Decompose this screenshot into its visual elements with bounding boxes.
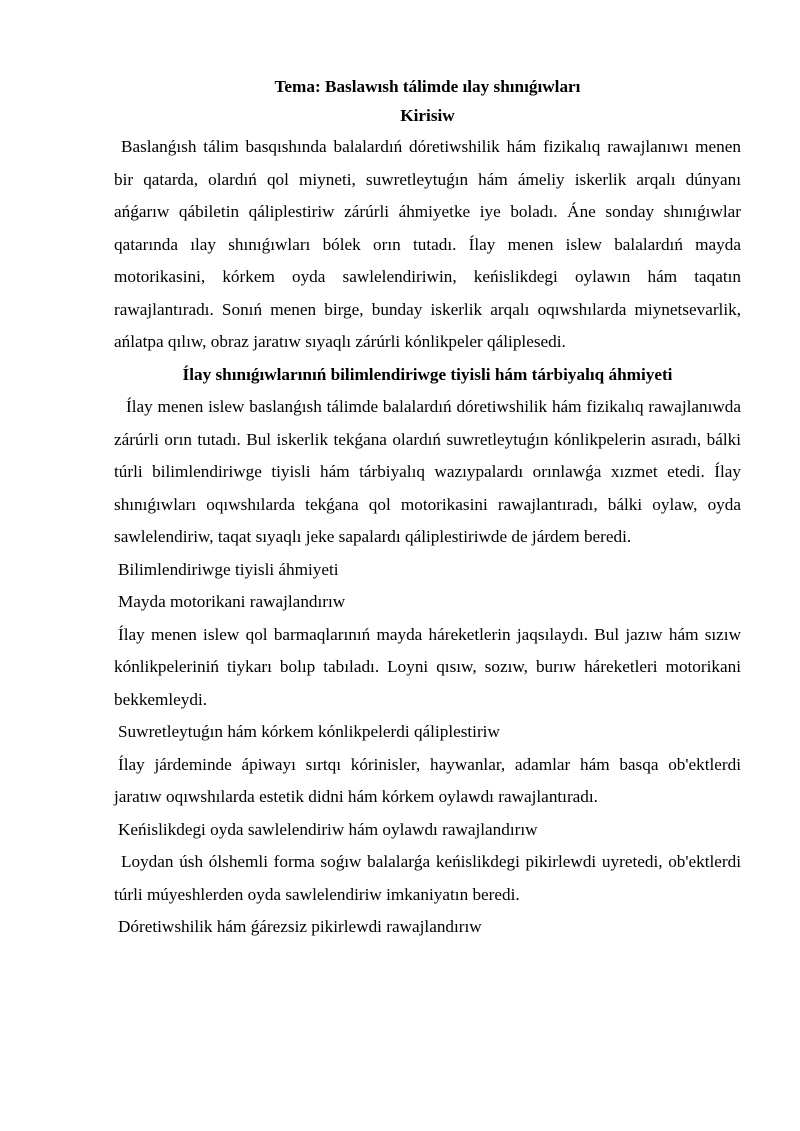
document-body xyxy=(114,72,741,944)
document-title: Tema: Baslawısh tálimde ılay shınıǵıwları xyxy=(274,77,581,96)
sub-heading-creativity: Dóretiwshilik hám ǵárezsiz pikirlewdi rawajlandırıw xyxy=(118,917,482,936)
intro-heading: Kirisiw xyxy=(400,106,455,125)
paragraph-art: Ílay járdeminde ápiwayı sırtqı kórinisler, haywanlar, adamlar hám basqa ob'ektlerdi jaratıw oqıwshılarda estetik didni hám kórkem oylawdı rawajlantıradı. xyxy=(114,754,741,806)
sub-heading-education: Bilimlendiriwge tiyisli áhmiyeti xyxy=(118,559,339,579)
sub-heading-motor: Mayda motorikani rawajlandırıw xyxy=(118,592,346,611)
paragraph-motor: Ílay menen islew qol barmaqlarınıń mayda háreketlerin jaqsılaydı. Bul jazıw hám sızıw kónlikpeleriniń tiykarı bolıp tabıladı. Loyni qısıw, sozıw, burıw háreketleri motorikani bekkemleydi. xyxy=(114,624,741,709)
sub-heading-space: Keńislikdegi oyda sawlelendiriw hám oylawdı rawajlandırıw xyxy=(118,819,538,839)
sub-heading-art: Suwretleytuǵın hám kórkem kónlikpelerdi qáliplestiriw xyxy=(118,722,500,741)
section-title: Ílay shınıǵıwlarınıń bilimlendiriwge tiyisli hám tárbiyalıq áhmiyeti xyxy=(182,364,673,384)
intro-paragraph: Baslanǵısh tálim basqıshında balalardıń dóretiwshilik hám fizikalıq rawajlanıwı menen bir qatarda, olardıń qol miyneti, suwretleytuǵın hám ámeliy iskerlik arqalı dúnyanı ańǵarıw qábiletin qáliplestiriw zárúrli áhmiyetke iye boladı. Áne sonday shınıǵıwlar qatarında ılay shınıǵıwları bólek orın tutadı. Ílay menen islew balalardıń mayda motorikasini, kórkem oyda sawlelendiriwin, keńislikdegi oylawın hám taqatın rawajlantıradı. Sonıń menen birge, bunday iskerlik arqalı oqıwshılarda miynetsevarlik, ańlatpa qılıw, obraz jaratıw sıyaqlı zárúrli kónlikpeler qáliplesedi. xyxy=(114,137,741,351)
section-paragraph: Ílay menen islew baslanǵısh tálimde balalardıń dóretiwshilik hám fizikalıq rawajlanıwda zárúrli orın tutadı. Bul iskerlik tekǵana olardıń suwretleytuǵın kónlikpelerin asıradı, bálki túrli bilimlendiriwge tiyisli hám tárbiyalıq wazıypalardı orınlawǵa xızmet etedi. Ílay shınıǵıwları oqıwshılarda tekǵana qol motorikasini rawajlantıradı, bálki oylaw, oyda sawlelendiriw, taqat sıyaqlı jeke sapalardı qáliplestiriwde de járdem beredi. xyxy=(114,397,741,546)
paragraph-space: Loydan úsh ólshemli forma soǵıw balalarǵa keńislikdegi pikirlewdi uyretedi, ob'ektlerdi túrli múyeshlerden oyda sawlelendiriw imkaniyatın beredi. xyxy=(114,852,741,904)
